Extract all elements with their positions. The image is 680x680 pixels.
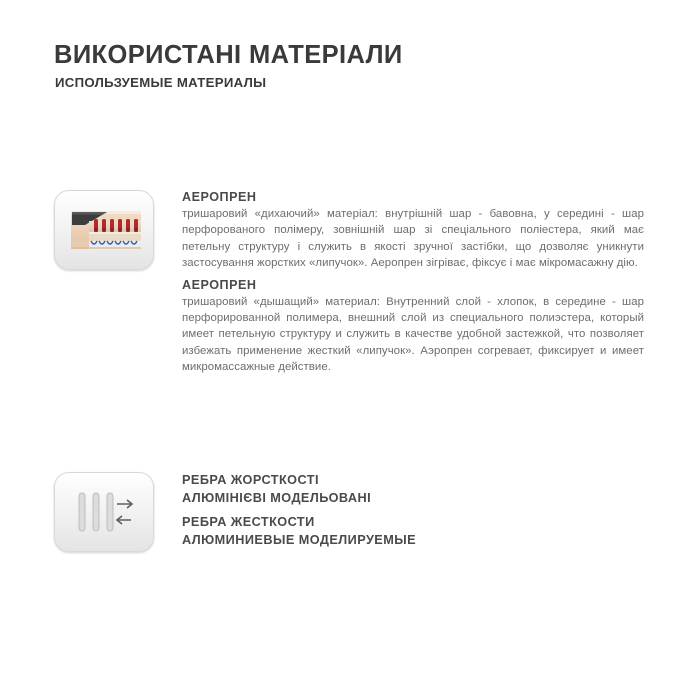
page-title: ВИКОРИСТАНІ МАТЕРІАЛИ (54, 41, 403, 69)
aeropren-heading-ru: АЕРОПРЕН (182, 277, 257, 292)
ribs-text-column (182, 472, 644, 549)
section-aeropren (54, 190, 644, 376)
aeropren-heading-ua: АЕРОПРЕН (182, 190, 257, 204)
page-subtitle: ИСПОЛЬЗУЕМЫЕ МАТЕРИАЛЫ (55, 74, 267, 90)
ribs-group-ru (182, 514, 644, 549)
ribs-line-ru-1: РЕБРА ЖЕСТКОСТИ (182, 515, 315, 529)
aeropren-body-ru: тришаровий «дышащий» материал: Внутренний слой - хлопок, в середине - шар перфорированной полимера, внешний слой из специального полиэстера, который имеет петельную структуру и служить в качестве удобной застежкой, что позволяет избежать применение жесткий «липучок». Аэропрен согревает, фиксирует и имеет микромассажные действие. (182, 295, 644, 374)
ribs-line-ru-2: АЛЮМИНИЕВЫЕ МОДЕЛИРУЕМЫЕ (182, 532, 417, 547)
ribs-icon-tile (54, 472, 154, 552)
aeropren-block-ru (182, 278, 644, 376)
ribs-group-ua (182, 472, 644, 507)
aeropren-text-column (182, 190, 644, 376)
ribs-line-ua-1: РЕБРА ЖОРСТКОСТІ (182, 473, 319, 487)
ribs-line-ua-2: АЛЮМІНІЄВІ МОДЕЛЬОВАНІ (182, 490, 372, 505)
section-stiffening-ribs (54, 472, 644, 552)
page-header (54, 42, 403, 90)
aeropren-layered-material-icon (55, 191, 153, 269)
aeropren-block-ua (182, 190, 644, 272)
aluminium-stiffening-ribs-icon (55, 473, 153, 551)
aeropren-body-ua: тришаровий «дихаючий» матеріал: внутрішній шар - бавовна, у середині - шар перфорованого полімеру, зовнішній шар зі спеціального поліестера, який має петельну структуру і служить в якості зручної застібки, що дозволяє уникнути застосування жорстких «липучок». Аеропрен зігріває, фіксує і має мікромасажну дію. (182, 208, 644, 270)
aeropren-icon-tile (54, 190, 154, 270)
